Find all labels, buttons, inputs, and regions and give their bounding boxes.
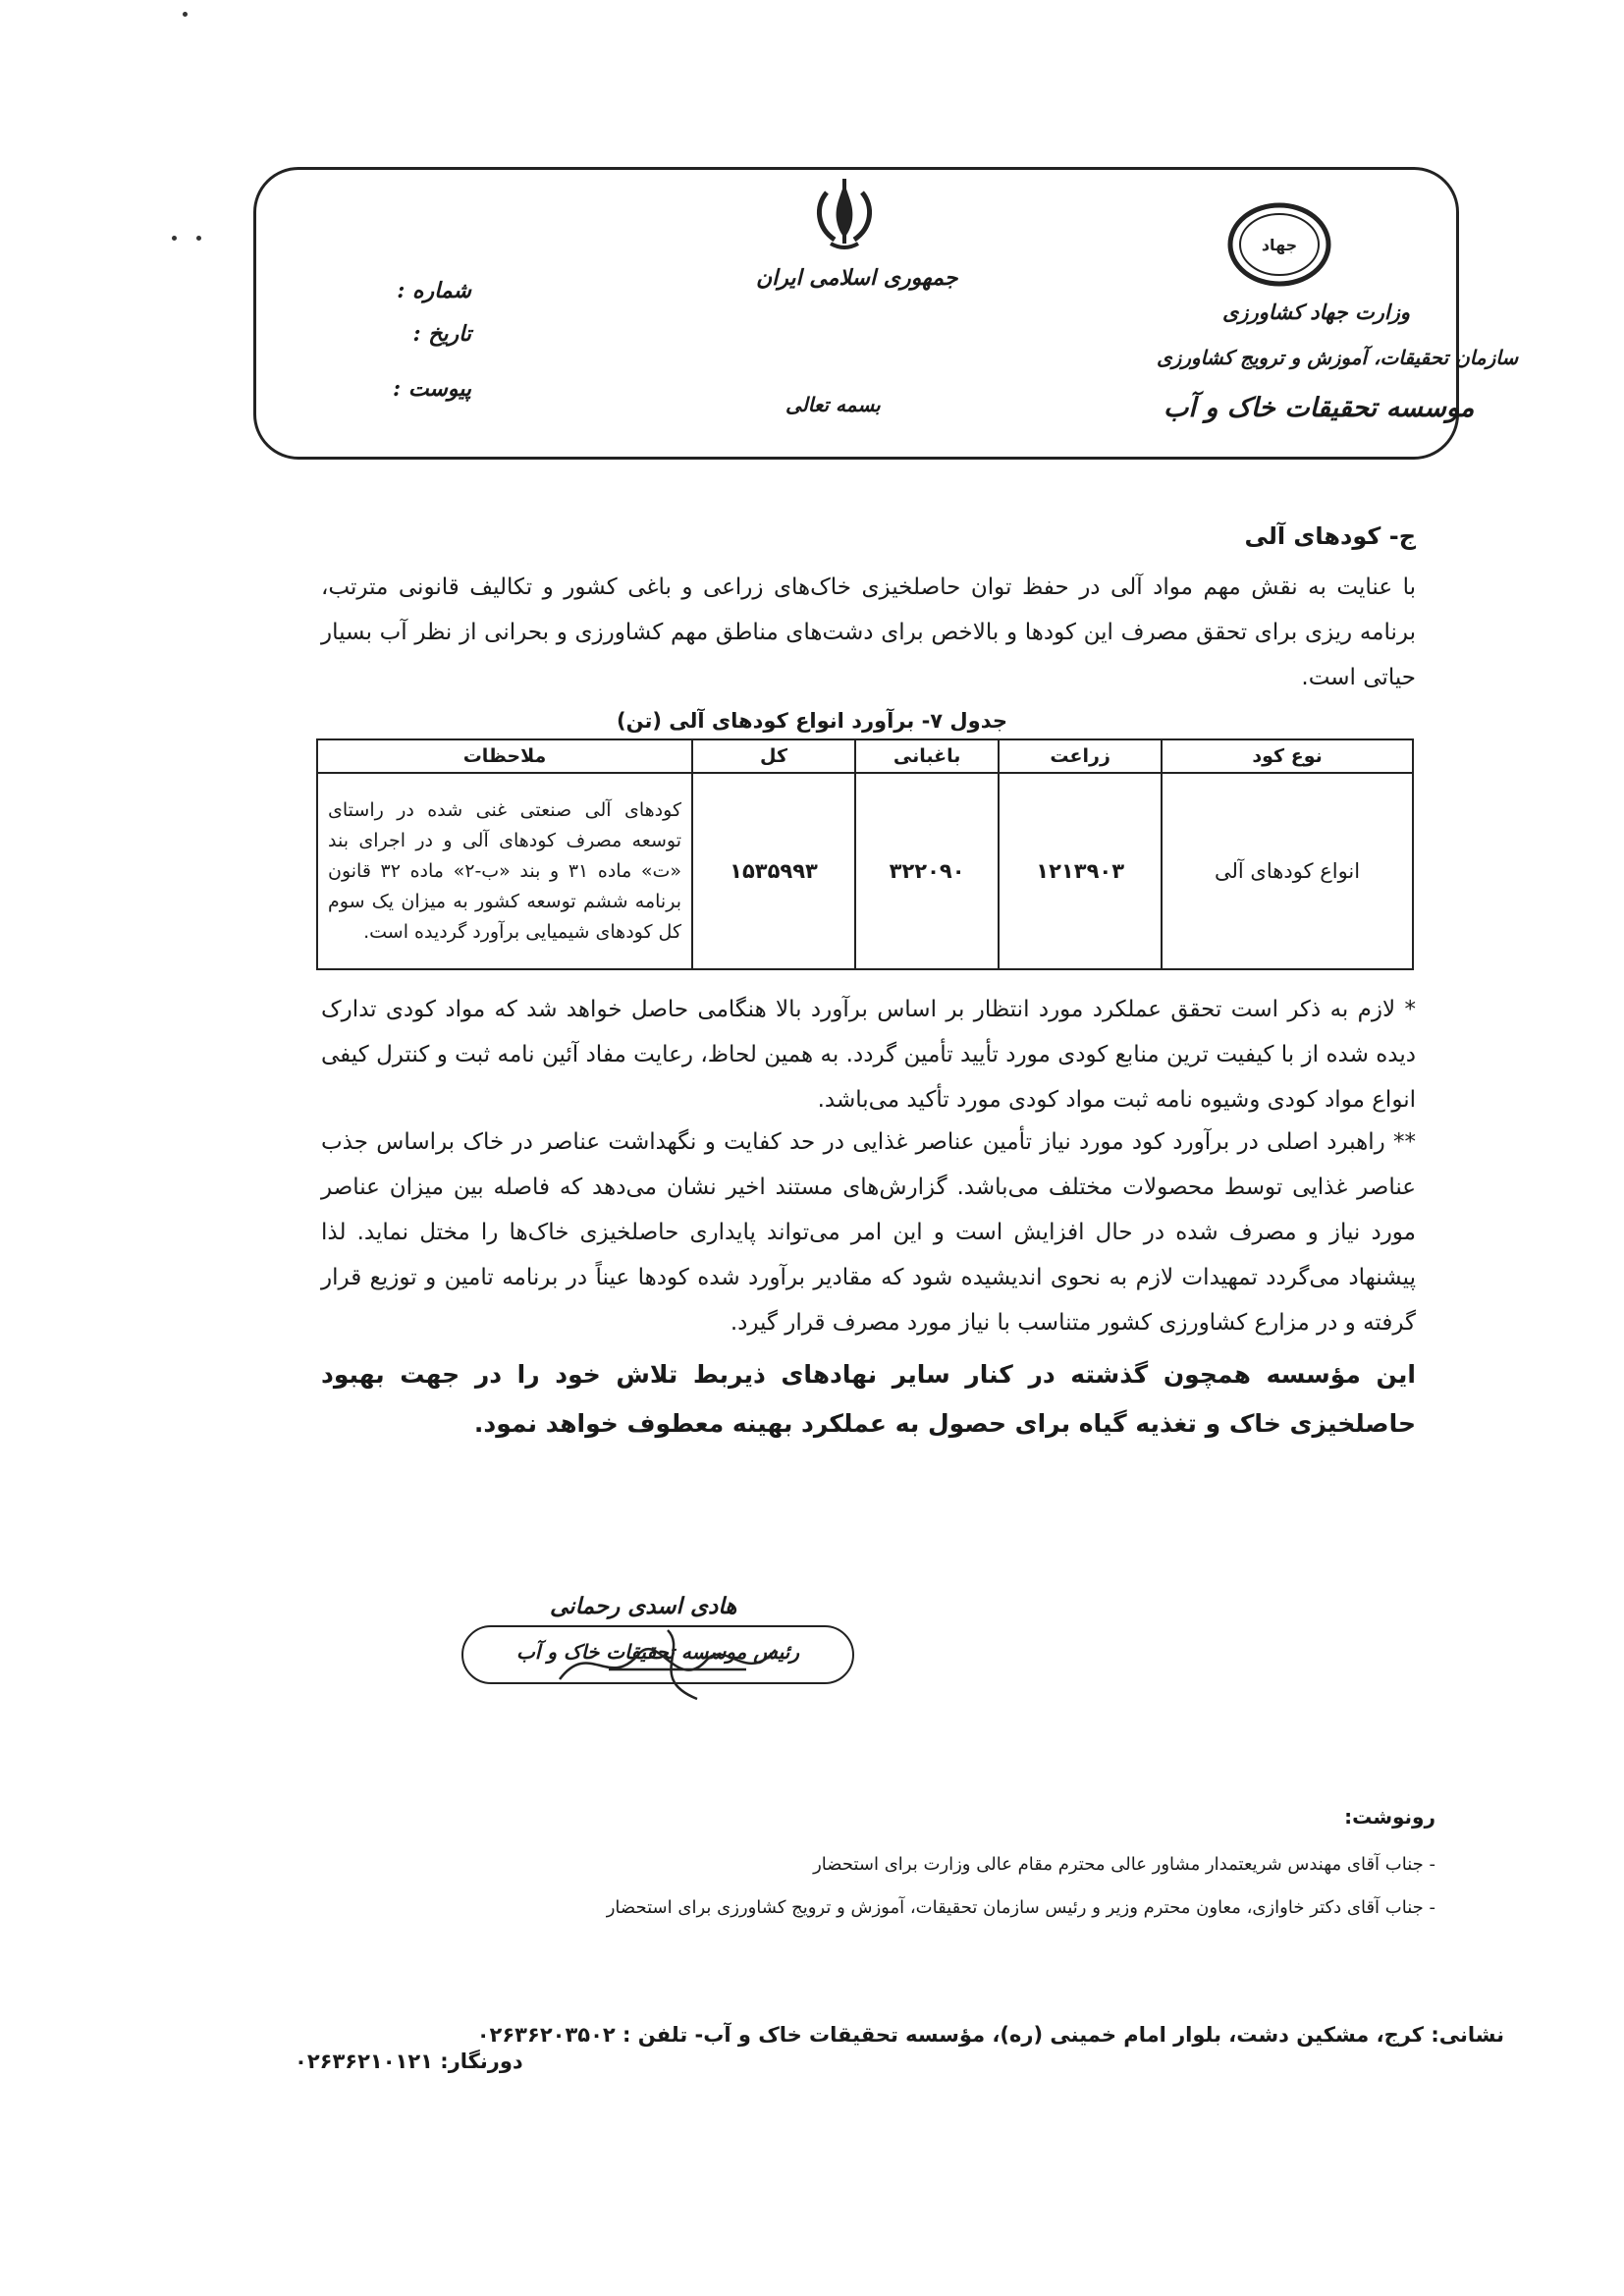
cell-type: انواع کودهای آلی <box>1162 773 1413 969</box>
attachment-label: پیوست : <box>393 376 471 402</box>
cc-item: - جناب آقای دکتر خاوازی، معاون محترم وزیر و رئیس سازمان تحقیقات، آموزش و ترویج کشاورزی برای استحضار <box>606 1897 1435 1918</box>
scan-speck <box>196 236 201 241</box>
handwritten-signature-icon <box>550 1611 805 1709</box>
iran-emblem-icon <box>805 177 884 255</box>
section-heading: ج- کودهای آلی <box>1244 522 1416 550</box>
header-type: نوع کود <box>1162 739 1413 773</box>
number-label: شماره : <box>397 278 471 303</box>
date-label: تاریخ : <box>412 321 471 347</box>
scan-speck <box>172 236 177 241</box>
svg-text:جهاد: جهاد <box>1261 236 1298 254</box>
cell-farming: ۱۲۱۳۹۰۳ <box>999 773 1162 969</box>
cell-total: ۱۵۳۵۹۹۳ <box>692 773 855 969</box>
cc-heading: رونوشت: <box>1344 1805 1435 1829</box>
conclusion-paragraph: این مؤسسه همچون گذشته در کنار سایر نهادهای ذیربط تلاش خود را در جهت بهبود حاصلخیزی خاک و تغذیه گیاه برای حصول به عملکرد بهینه معطوف خواهد نمود. <box>321 1360 1416 1438</box>
table-row <box>317 773 1413 969</box>
header-total: کل <box>692 739 855 773</box>
cell-horticulture: ۳۲۲۰۹۰ <box>855 773 999 969</box>
ministry-name: وزارت جهاد کشاورزی <box>1222 300 1411 324</box>
header-farming: زراعت <box>999 739 1162 773</box>
header-remarks: ملاحظات <box>317 739 692 773</box>
cc-item: - جناب آقای مهندس شریعتمدار مشاور عالی محترم مقام عالی وزارت برای استحضار <box>813 1854 1435 1875</box>
table-title: جدول ۷- برآورد انواع کودهای آلی (تن) <box>617 709 1007 733</box>
jihad-logo-icon <box>1225 201 1333 288</box>
cell-remarks: کودهای آلی صنعتی غنی شده در راستای توسعه مصرف کودهای آلی و در اجرای بند «ت» ماده ۳۱ و بند «ب-۲» ماده ۳۲ قانون برنامه ششم توسعه کشور به میزان یک سوم کل کودهای شیمیایی برآورد گردیده است. <box>317 773 692 969</box>
fertilizer-estimate-table <box>316 738 1414 970</box>
institute-name: موسسه تحقیقات خاک و آب <box>1164 393 1475 423</box>
header-horticulture: باغبانی <box>855 739 999 773</box>
table-header-row <box>317 739 1413 773</box>
scan-speck <box>183 12 188 17</box>
republic-title: جمهوری اسلامی ایران <box>756 265 958 291</box>
intro-paragraph: با عنایت به نقش مهم مواد آلی در حفظ توان حاصلخیزی خاک‌های زراعی و باغی کشور و تکالیف قانونی مترتب، برنامه ریزی برای تحقق مصرف این کودها و بالاخص برای دشت‌های مناطق مهم کشاورزی و بحرانی از نظر آب بسیار حیاتی است. <box>321 574 1416 690</box>
signatory-name: هادی اسدی رحمانی <box>550 1593 737 1619</box>
footer-fax: دورنگار: ۰۲۶۳۶۲۱۰۱۲۱ <box>295 2050 523 2073</box>
note-paragraph-2: ** راهبرد اصلی در برآورد کود مورد نیاز تأمین عناصر غذایی در حد کفایت و نگهداشت عناصر در خاک براساس جذب عناصر غذایی توسط محصولات مختلف می‌باشد. گزارش‌های مستند اخیر نشان می‌دهد که فاصله بین میزان عناصر مورد نیاز و مصرف شده در حال افزایش است و این امر می‌تواند پایداری حاصلخیزی خاک‌ها را مختل نماید. لذا پیشنهاد می‌گردد تمهیدات لازم به نحوی اندیشیده شود که مقادیر برآورد شده کودها عیناً در برنامه تامین و توزیع قرار گرفته و در مزارع کشاورزی کشور متناسب با نیاز مورد مصرف قرار گیرد. <box>321 1129 1416 1336</box>
signatory-title: رئیس موسسه تحقیقات خاک و آب <box>515 1640 799 1664</box>
organization-name: سازمان تحقیقات، آموزش و ترویج کشاورزی <box>1157 346 1519 369</box>
bismillah-text: بسمه تعالی <box>785 393 881 416</box>
note-paragraph-1: * لازم به ذکر است تحقق عملکرد مورد انتظار بر اساس برآورد بالا هنگامی حاصل خواهد شد که مواد کودی تدارک دیده شده از با کیفیت ترین منابع کودی مورد تأیید تأمین گردد. به همین لحاظ، رعایت مفاد آئین نامه ثبت و کنترل کیفی انواع مواد کودی وشیوه نامه ثبت مواد کودی مورد تأکید می‌باشد. <box>321 997 1416 1113</box>
footer-address: نشانی: کرج، مشکین دشت، بلوار امام خمینی (ره)، مؤسسه تحقیقات خاک و آب- تلفن : ۰۲۶۳۶۲۰۳۵۰۲ <box>476 2023 1504 2047</box>
